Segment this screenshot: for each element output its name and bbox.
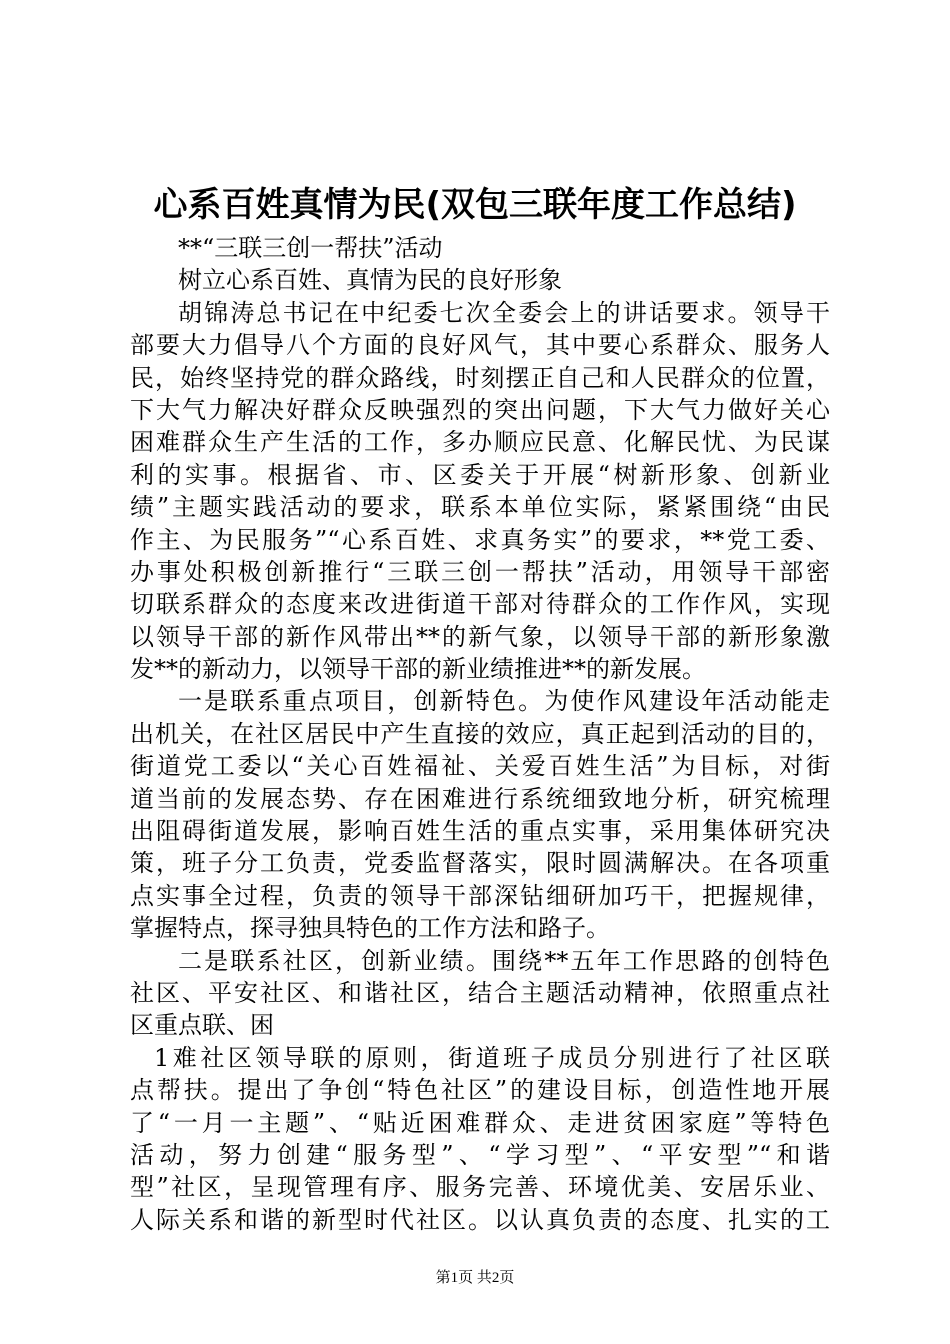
- text-line: 点实事全过程，负责的领导干部深钻细研加巧干，把握规律，: [130, 881, 830, 910]
- text-line: 人际关系和谐的新型时代社区。以认真负责的态度、扎实的工: [130, 1205, 830, 1234]
- text-line: 部要大力倡导八个方面的良好风气，其中要心系群众、服务人: [130, 331, 830, 360]
- text-line: 掌握特点，探寻独具特色的工作方法和路子。: [130, 914, 610, 943]
- text-line: 下大气力解决好群众反映强烈的突出问题，下大气力做好关心: [130, 395, 830, 424]
- page-title: 心系百姓真情为民(双包三联年度工作总结): [153, 185, 797, 225]
- text-line: 民，始终坚持党的群众路线，时刻摆正自己和人民群众的位置，: [130, 363, 830, 392]
- text-line: 利的实事。根据省、市、区委关于开展“树新形象、创新业: [130, 460, 830, 489]
- text-line: 以领导干部的新作风带出**的新气象，以领导干部的新形象激: [130, 622, 830, 651]
- document-body: [130, 232, 830, 1236]
- text-line: 道当前的发展态势、存在困难进行系统细致地分析，研究梳理: [130, 784, 830, 813]
- text-line: 办事处积极创新推行“三联三创一帮扶”活动，用领导干部密: [130, 557, 830, 586]
- text-line: 了“一月一主题”、“贴近困难群众、走进贫困家庭”等特色: [130, 1108, 830, 1137]
- text-line: 社区、平安社区、和谐社区，结合主题活动精神，依照重点社: [130, 978, 830, 1007]
- text-line: 活动，努力创建“服务型”、“学习型”、“平安型”“和谐: [130, 1140, 830, 1169]
- text-line: 出机关，在社区居民中产生直接的效应，真正起到活动的目的，: [130, 719, 830, 748]
- text-line: 区重点联、困: [130, 1011, 274, 1040]
- subtitle-line: **“三联三创一帮扶”活动: [178, 234, 443, 262]
- text-line: 1难社区领导联的原则，街道班子成员分别进行了社区联: [154, 1043, 830, 1072]
- text-line: 切联系群众的态度来改进街道干部对待群众的工作作风，实现: [130, 590, 830, 619]
- text-line: 一是联系重点项目，创新特色。为使作风建设年活动能走: [178, 687, 830, 716]
- text-line: 作主、为民服务”“心系百姓、求真务实”的要求，**党工委、: [130, 525, 830, 554]
- text-line: 策，班子分工负责，党委监督落实，限时圆满解决。在各项重: [130, 849, 830, 878]
- text-line: 型”社区，呈现管理有序、服务完善、环境优美、安居乐业、: [130, 1173, 830, 1202]
- text-line: 街道党工委以“关心百姓福祉、关爱百姓生活”为目标，对街: [130, 752, 830, 781]
- page-footer: 第1页 共2页: [435, 1270, 515, 1286]
- subtitle-line: 树立心系百姓、真情为民的良好形象: [178, 266, 562, 295]
- text-line: 困难群众生产生活的工作，多办顺应民意、化解民忧、为民谋: [130, 428, 830, 457]
- text-line: 点帮扶。提出了争创“特色社区”的建设目标，创造性地开展: [130, 1076, 830, 1105]
- text-line: 发**的新动力，以领导干部的新业绩推进**的新发展。: [130, 655, 706, 684]
- text-line: 出阻碍街道发展，影响百姓生活的重点实事，采用集体研究决: [130, 817, 830, 846]
- text-line: 二是联系社区，创新业绩。围绕**五年工作思路的创特色: [178, 946, 830, 975]
- text-line: 胡锦涛总书记在中纪委七次全委会上的讲话要求。领导干: [178, 298, 830, 327]
- text-line: 绩”主题实践活动的要求，联系本单位实际，紧紧围绕“由民: [130, 493, 830, 522]
